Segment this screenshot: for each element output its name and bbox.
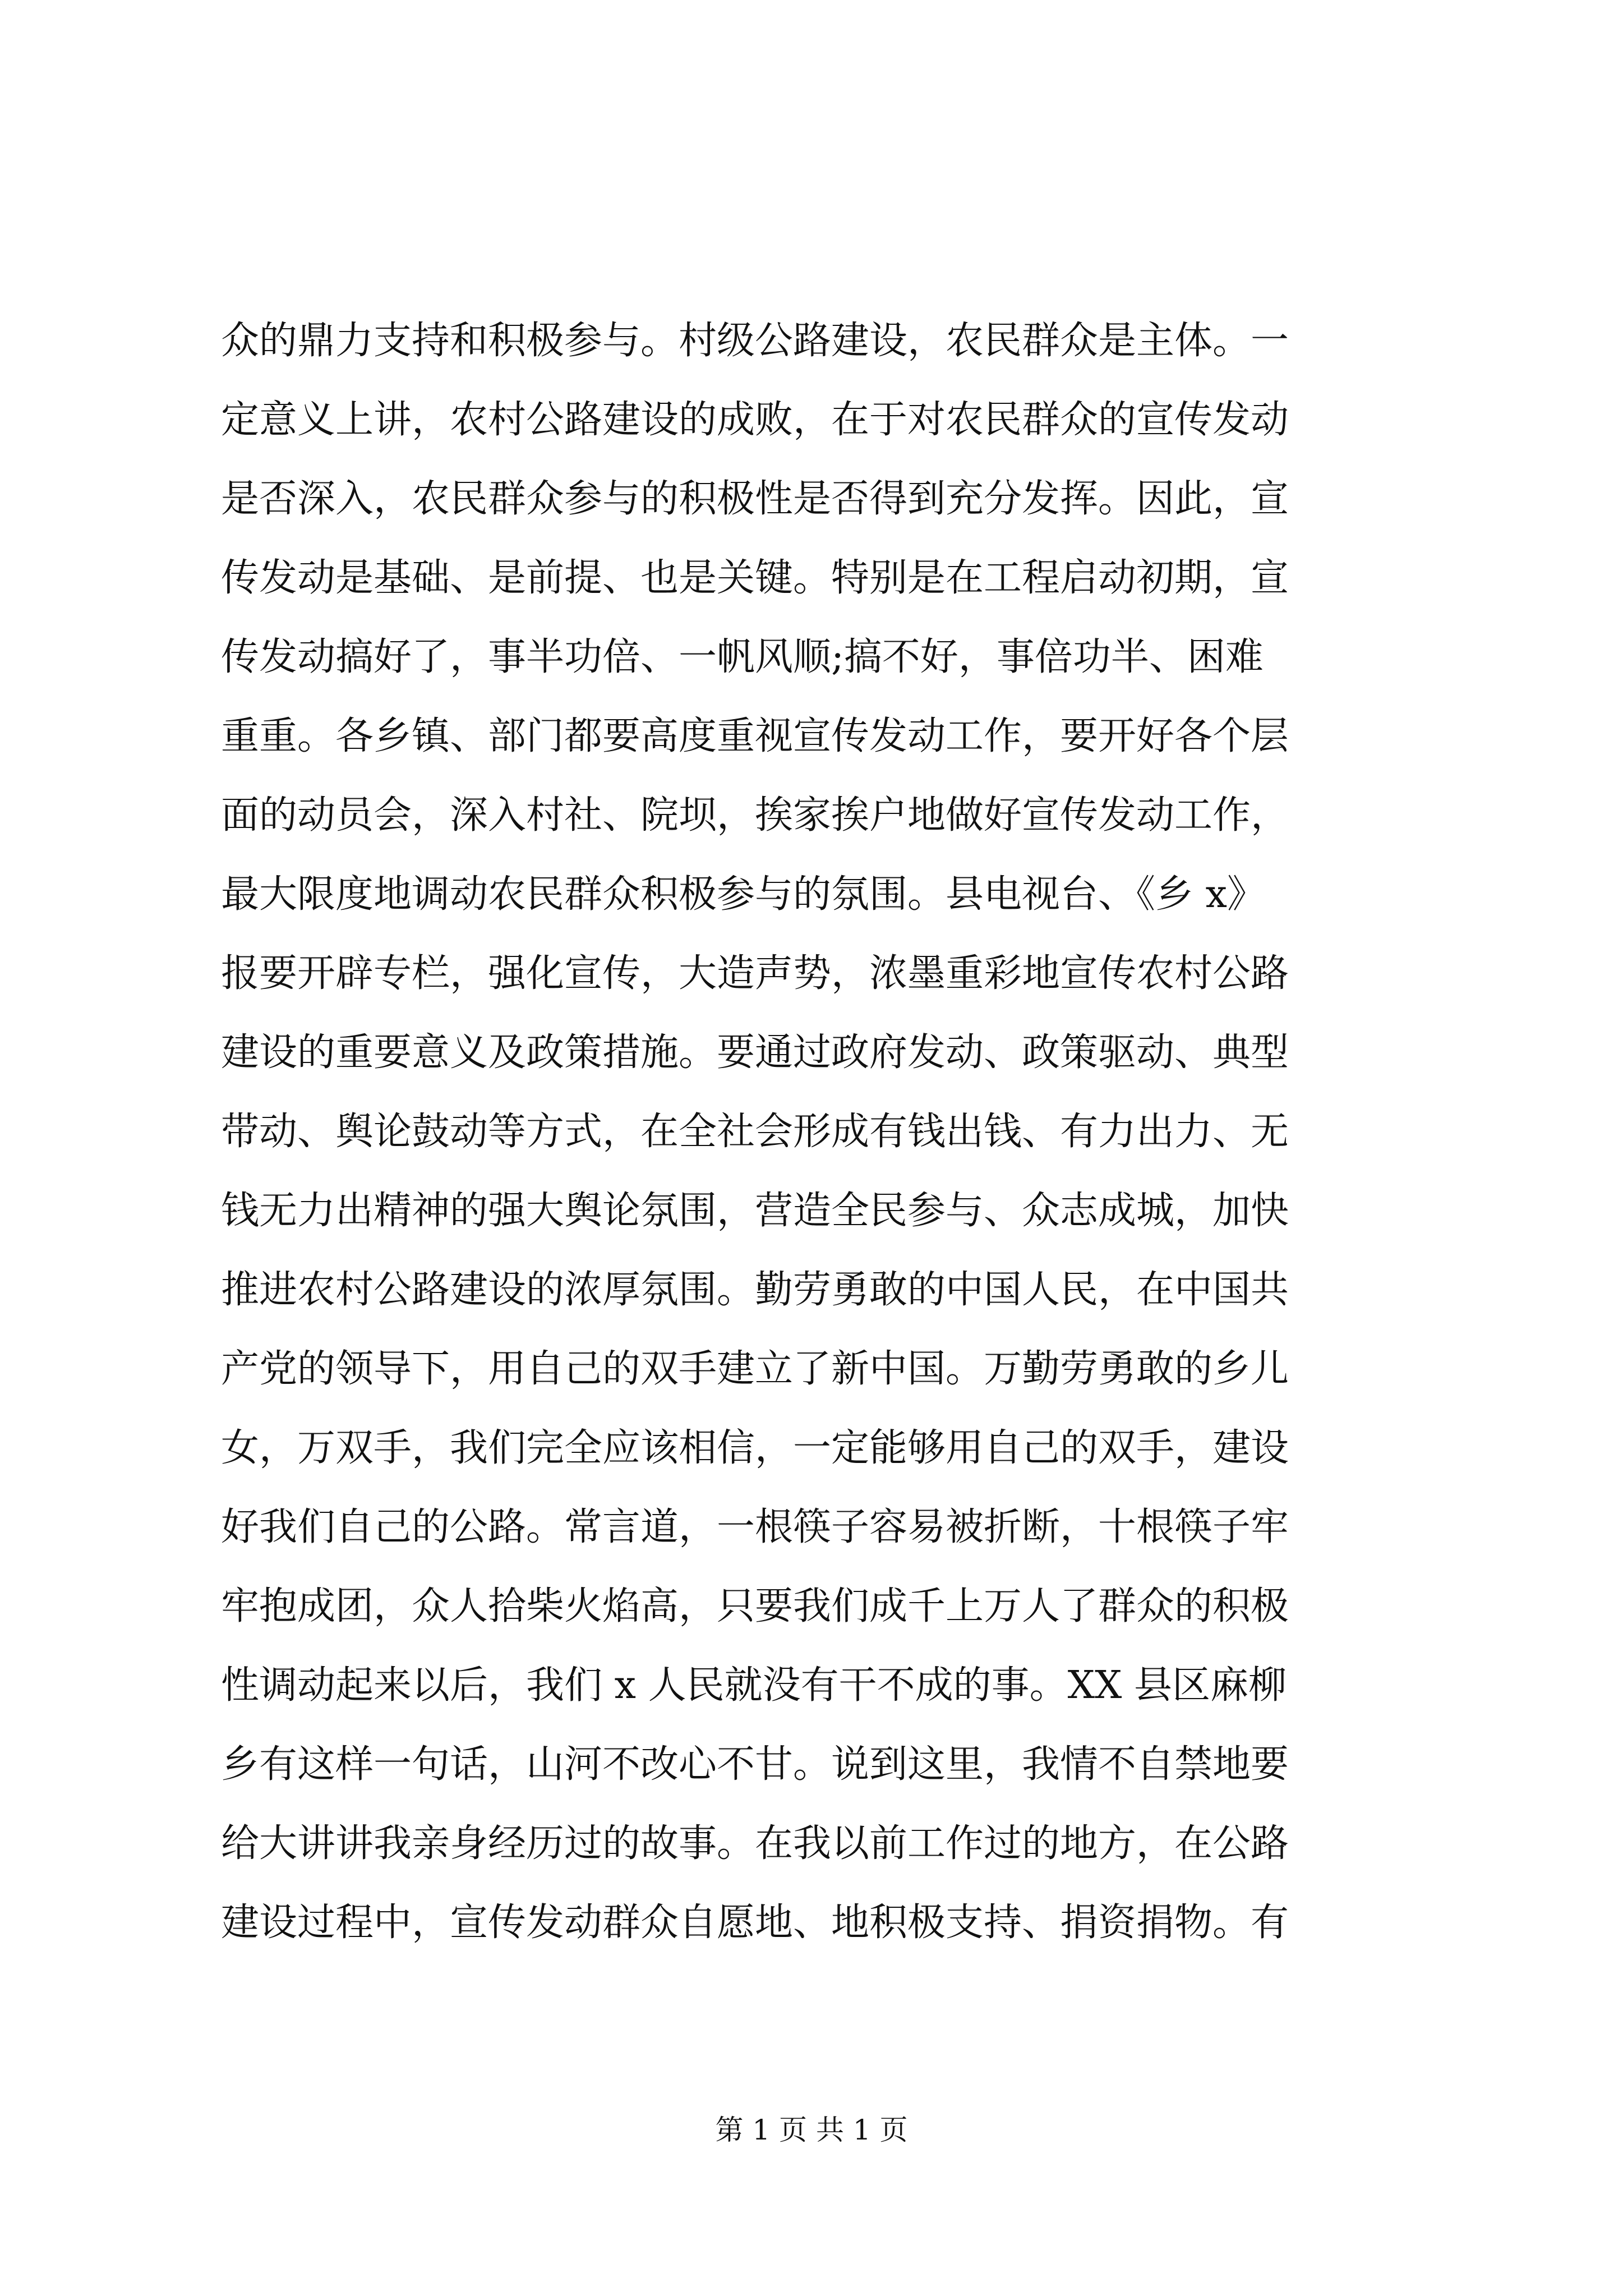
text-line: 产党的领导下，用自己的双手建立了新中国。万勤劳勇敢的乡儿	[221, 1347, 1289, 1391]
text-line: 乡有这样一句话，山河不改心不甘。说到这里，我情不自禁地要	[221, 1742, 1289, 1787]
text-line: 建设过程中，宣传发动群众自愿地、地积极支持、捐资捐物。有	[221, 1901, 1289, 1945]
text-line: 众的鼎力支持和积极参与。村级公路建设，农民群众是主体。一	[221, 319, 1289, 363]
text-line: 带动、舆论鼓动等方式，在全社会形成有钱出钱、有力出力、无	[221, 1110, 1289, 1154]
text-line: 重重。各乡镇、部门都要高度重视宣传发动工作，要开好各个层	[221, 714, 1289, 758]
text-line: 钱无力出精神的强大舆论氛围，营造全民参与、众志成城，加快	[221, 1189, 1289, 1233]
text-line: 定意义上讲，农村公路建设的成败，在于对农民群众的宣传发动	[221, 398, 1289, 442]
text-line: 建设的重要意义及政策措施。要通过政府发动、政策驱动、典型	[221, 1030, 1289, 1075]
text-line: 性调动起来以后，我们 x 人民就没有干不成的事。XX 县区麻柳	[221, 1663, 1287, 1708]
text-line: 好我们自己的公路。常言道，一根筷子容易被折断，十根筷子牢	[221, 1505, 1289, 1549]
page-number-footer: 第 1 页 共 1 页	[715, 2114, 908, 2146]
text-line: 牢抱成团，众人拾柴火焰高，只要我们成千上万人了群众的积极	[221, 1584, 1289, 1628]
text-line: 报要开辟专栏，强化宣传，大造声势，浓墨重彩地宣传农村公路	[221, 951, 1289, 996]
text-line: 女，万双手，我们完全应该相信，一定能够用自己的双手，建设	[221, 1426, 1289, 1470]
text-line: 推进农村公路建设的浓厚氛围。勤劳勇敢的中国人民，在中国共	[221, 1268, 1289, 1312]
text-line: 面的动员会，深入村社、院坝，挨家挨户地做好宣传发动工作，	[221, 793, 1289, 838]
text-line: 最大限度地调动农民群众积极参与的氛围。县电视台、《乡 x》	[221, 872, 1265, 917]
text-line: 传发动是基础、是前提、也是关键。特别是在工程启动初期，宣	[221, 556, 1289, 600]
text-line: 传发动搞好了，事半功倍、一帆风顺;搞不好，事倍功半、困难	[221, 635, 1264, 679]
text-line: 给大讲讲我亲身经历过的故事。在我以前工作过的地方，在公路	[221, 1821, 1289, 1866]
text-line: 是否深入，农民群众参与的积极性是否得到充分发挥。因此，宣	[221, 477, 1289, 521]
